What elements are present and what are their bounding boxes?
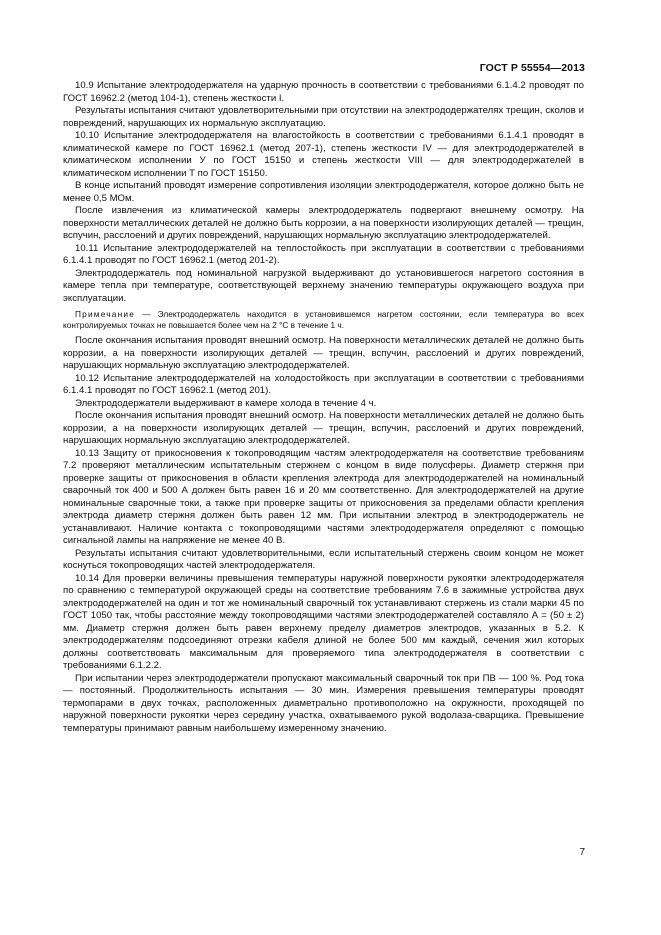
standard-number-header: ГОСТ Р 55554—2013 [479, 62, 585, 74]
paragraph: 10.12 Испытание электрододержателей на холодостойкость при эксплуатации в соответствии с требованиями 6.1.4.1 проводят по ГОСТ 16962.1 (метод 201). [63, 372, 584, 396]
paragraph: Результаты испытания считают удовлетворительными, если испытательный стержень своим концом не может коснуться токопроводящих частей электрододержателя. [63, 547, 584, 571]
paragraph: После извлечения из климатической камеры электрододержатель подвергают внешнему осмотру. На поверхности металлических деталей не должно быть коррозии, а на поверхности изолирующих деталей — трещин, вспучин, расслоений и других повреждений, нарушающих нормальную эксплуатацию электрододержателей. [63, 205, 584, 241]
paragraph: Результаты испытания считают удовлетворительными при отсутствии на электрододержателях трещин, сколов и повреждений, нарушающих их нормальную эксплуатацию. [63, 105, 584, 129]
paragraph: 10.10 Испытание электрододержателя на влагостойкость в соответствии с требованиями 6.1.4.1 проводят в климатической камере по ГОСТ 16962.1 (метод 207-1), степень жесткости IV — для электрододержателей в климатическом исполнении У по ГОСТ 15150 и степень жесткости VIII — для электрододержателей в климатическом исполнении Т по ГОСТ 15150. [63, 130, 584, 179]
paragraph: 10.13 Защиту от прикосновения к токопроводящим частям электрододержателя на соответствие требованиям 7.2 проверяют металлическим испытательным стержнем с концом в виде полусферы. Диаметр стержня при проверке защиты от прикосновения в области крепления электрода для электрододержателей на номинальный сварочный ток 400 и 500 А должен быть равен 16 и 20 мм соответственно. Для электрододержателей на другие номинальные сварочные токи, а также при проверке защиты от прикосновения за пределами области крепления электрода диаметр стержня должен быть равен 12 мм. При испытании электрод в электрододержатель не устанавливают. Наличие контакта с токопроводящими частями электрододержателя определяют с помощью сигнальной лампы на напряжение не менее 40 В. [63, 447, 584, 546]
note [63, 309, 584, 331]
paragraph: После окончания испытания проводят внешний осмотр. На поверхности металлических деталей не должно быть коррозии, а на поверхности изолирующих деталей — трещин, вспучин, расслоений и других повреждений, нарушающих нормальную эксплуатацию электрододержателей. [63, 335, 584, 371]
paragraph: После окончания испытания проводят внешний осмотр. На поверхности металлических деталей не должно быть коррозии, а на поверхности изолирующих деталей — трещин, вспучин, расслоений и других повреждений, нарушающих нормальную эксплуатацию электрододержателей. [63, 410, 584, 446]
paragraph: 10.11 Испытание электрододержателей на теплостойкость при эксплуатации в соответствии с требованиями 6.1.4.1 проводят по ГОСТ 16962.1 (метод 201-2). [63, 242, 584, 266]
note-text: — Электрододержатель находится в установившемся нагретом состоянии, если температура во всех контролируемых точках не повышается более чем на 2 °С в течение 1 ч. [63, 309, 584, 330]
page-number: 7 [579, 847, 585, 858]
paragraph: В конце испытаний проводят измерение сопротивления изоляции электрододержателя, которое должно быть не менее 0,5 МОм. [63, 180, 584, 204]
paragraph: 10.9 Испытание электрододержателя на ударную прочность в соответствии с требованиями 6.1.4.2 проводят по ГОСТ 16962.2 (метод 104-1), степень жесткости I. [63, 80, 584, 104]
document-body [63, 80, 584, 735]
paragraph: Электрододержатели выдерживают в камере холода в течение 4 ч. [75, 397, 377, 409]
paragraph: Электрододержатель под номинальной нагрузкой выдерживают до установившегося нагретого состояния в камере тепла при температуре, соответствующей верхнему значению температуры окружающего воздуха при эксплуатации. [63, 267, 584, 304]
paragraph: При испытании через электрододержатели пропускают максимальный сварочный ток при ПВ — 100 %. Род тока — постоянный. Продолжительность испытания — 30 мин. Измерения превышения температуры проводят термопарами в двух точках, расположенных диаметрально противоположно на окружности, проходящей по наружной поверхности рукоятки через середину участка, охватываемого рукой водолаза-сварщика. Превышение температуры принимают равным наибольшему измеренному значению. [63, 672, 584, 734]
note-label: Примечание [75, 309, 136, 319]
paragraph: 10.14 Для проверки величины превышения температуры наружной поверхности рукоятки электрододержателя по сравнению с температурой окружающей среды на соответствие требованиям 7.6 в зажимные устройства двух электрододержателей на один и тот же номинальный сварочный ток устанавливают стержень из стали марки 45 по ГОСТ 1050 так, чтобы расстояние между токопроводящими частями электрододержателей составляло А = (50 ± 2) мм. Диаметр стержня должен быть равен верхнему пределу диаметров электродов, указанных в 5.2. К электрододержателям подсоединяют отрезки кабеля длиной не более 500 мм каждый, сечения жил которых должны соответствовать максимальным для проверяемого типа электрододержателя в соответствии с требованиями 6.1.2.2. [63, 572, 584, 671]
